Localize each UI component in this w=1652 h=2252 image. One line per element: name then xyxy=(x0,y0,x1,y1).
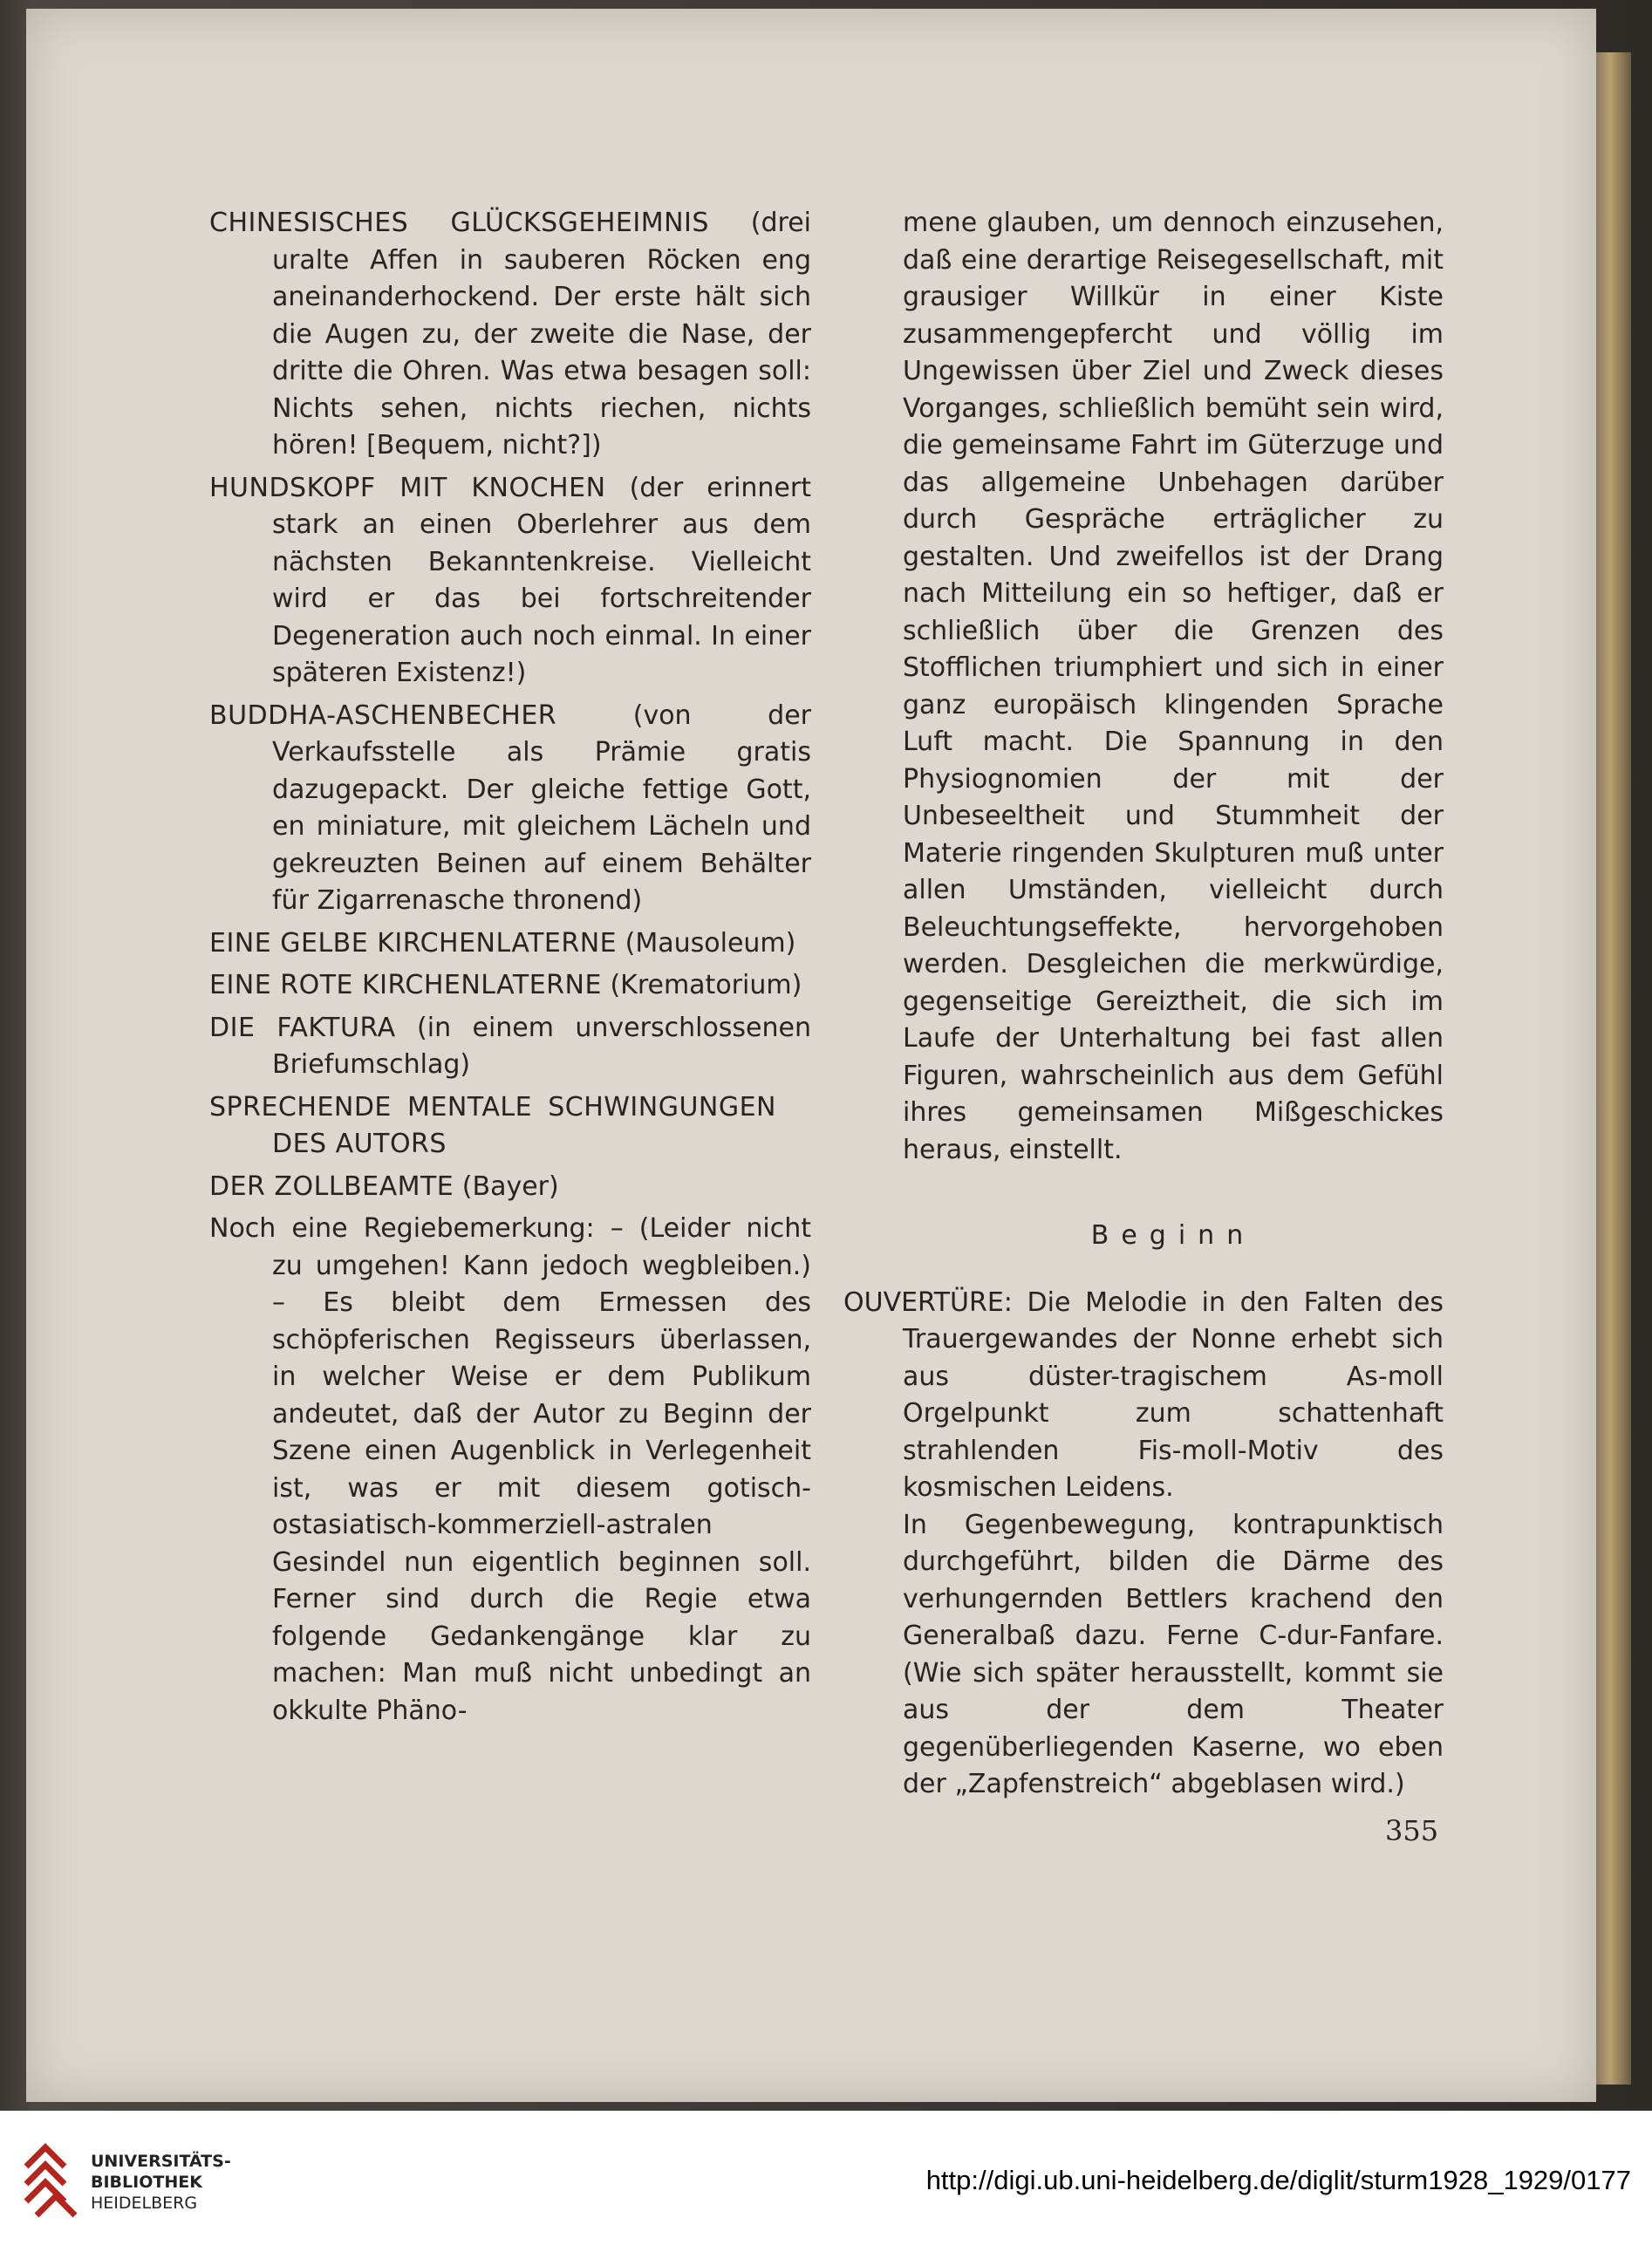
entry-head: DIE FAKTURA xyxy=(209,1012,396,1043)
entry-text: (der erinnert stark an einen Oberlehrer aus dem nächsten Bekanntenkreise. Vielleicht wird er das bei fortschreitender Degeneration auch noch einmal. In einer späteren Existenz!) xyxy=(272,472,811,688)
cast-entry xyxy=(209,1010,811,1084)
right-column xyxy=(843,205,1444,1804)
cast-entry xyxy=(209,1089,811,1164)
body-paragraph: mene glauben, um dennoch einzusehen, daß eine derartige Reisegesellschaft, mit grausiger Willkür in einer Kiste zusammengepfercht und völlig im Ungewissen über Ziel und Zweck dieses Vorganges, schließlich bemüht sein wird, die gemeinsame Fahrt im Güterzuge und das allgemeine Unbehagen darüber durch Gespräche erträglicher zu gestalten. Und zweifellos ist der Drang nach Mitteilung ein so heftiger, daß er schließlich über die Grenzen des Stofflichen triumphiert und sich in einer ganz europäisch klingenden Sprache Luft macht. Die Spannung in den Physiognomien der mit der Unbeseeltheit und Stummheit der Materie ringenden Skulpturen muß unter allen Umständen, vielleicht durch Beleuchtungseffekte, hervorgehoben werden. Desgleichen die merkwürdige, gegenseitige Gereiztheit, die sich im Laufe der Unterhaltung bei fast allen Figuren, wahrscheinlich aus dem Gefühl ihres gemeinsamen Mißgeschickes heraus, einstellt. xyxy=(903,208,1444,1165)
entry-head: SPRECHENDE MENTALE SCHWINGUNGEN DES AUTORS xyxy=(209,1091,776,1159)
page-edge xyxy=(1596,52,1631,2085)
entry-text: (in einem unverschlossenen Briefumschlag) xyxy=(272,1012,811,1080)
body-paragraph: In Gegenbewegung, kontrapunktisch durchgeführt, bilden die Därme des verhungernden Bettlers krachend den Generalbaß dazu. Ferne C-dur-Fanfare. (Wie sich später herausstellt, kommt sie aus der dem Theater gegenüberliegenden Kaserne, wo eben der „Zapfenstreich“ abgeblasen wird.) xyxy=(903,1509,1444,1799)
cast-entry xyxy=(209,1169,811,1206)
ouverture-paragraph xyxy=(843,1285,1444,1507)
cast-entry xyxy=(209,205,811,465)
page-number: 355 xyxy=(1385,1814,1439,1847)
entry-head: CHINESISCHES GLÜCKSGEHEIMNIS xyxy=(209,208,709,238)
entry-head: BUDDHA-ASCHENBECHER xyxy=(209,699,557,731)
book-page xyxy=(26,9,1596,2102)
library-logo-icon[interactable] xyxy=(19,2140,80,2219)
library-line: UNIVERSITÄTS- xyxy=(91,2152,231,2171)
cast-entry xyxy=(209,698,811,920)
ouverture-text: Die Melodie in den Falten des Trauergewandes der Nonne erhebt sich aus düster-tragischem As-moll Orgelpunkt zum schattenhaft strahlenden Fis-moll-Motiv des kosmischen Leidens. xyxy=(903,1286,1444,1503)
entry-head: HUNDSKOPF MIT KNOCHEN xyxy=(209,472,606,503)
library-line: HEIDELBERG xyxy=(91,2194,198,2213)
library-name xyxy=(91,2151,231,2214)
ouverture-head: OUVERTÜRE: xyxy=(843,1286,1013,1318)
cast-entry xyxy=(209,925,811,963)
left-column xyxy=(209,205,811,1735)
entry-head: EINE GELBE KIRCHENLATERNE xyxy=(209,927,618,959)
entry-text: (Bayer) xyxy=(454,1170,559,1202)
entry-text: (Krematorium) xyxy=(601,970,802,1000)
source-url-link[interactable]: http://digi.ub.uni-heidelberg.de/diglit/sturm1928_1929/0177 xyxy=(925,2165,1631,2195)
footer-bar xyxy=(0,2111,1652,2252)
library-line: BIBLIOTHEK xyxy=(91,2173,202,2192)
entry-text: (von der Verkaufsstelle als Prämie gratis dazugepackt. Der gleiche fettige Gott, en miniature, mit gleichem Lächeln und gekreuzten Beinen auf einem Behälter für Zigarrenasche thronend) xyxy=(272,699,811,916)
cast-entry xyxy=(209,967,811,1005)
entry-head: DER ZOLLBEAMTE xyxy=(209,1170,454,1202)
stage-direction xyxy=(209,1211,811,1730)
entry-head: EINE ROTE KIRCHENLATERNE xyxy=(209,970,602,1000)
entry-text: (drei uralte Affen in sauberen Röcken eng aneinanderhockend. Der erste hält sich die Augen zu, der zweite die Nase, der dritte die Ohren. Was etwa besagen soll: Nichts sehen, nichts riechen, nichts hören! [Bequem, nicht?]) xyxy=(272,208,811,461)
cast-entry xyxy=(209,470,811,693)
entry-text: – (Leider nicht zu umgehen! Kann jedoch wegbleiben.) – Es bleibt dem Ermessen des schöpferischen Regisseurs überlassen, in welcher Weise er dem Publikum andeutet, daß der Autor zu Beginn der Szene einen Augenblick in Verlegenheit ist, was er mit diesem gotisch-ostasiatisch-kommerziell-astralen Gesindel nun eigentlich beginnen soll. Ferner sind durch die Regie etwa folgende Gedankengänge klar zu machen: Man muß nicht unbedingt an okkulte Phäno- xyxy=(272,1213,811,1726)
entry-head: Noch eine Regiebemerkung: xyxy=(209,1213,595,1244)
section-title: Beginn xyxy=(1090,1220,1256,1251)
entry-text: (Mausoleum) xyxy=(617,927,796,959)
